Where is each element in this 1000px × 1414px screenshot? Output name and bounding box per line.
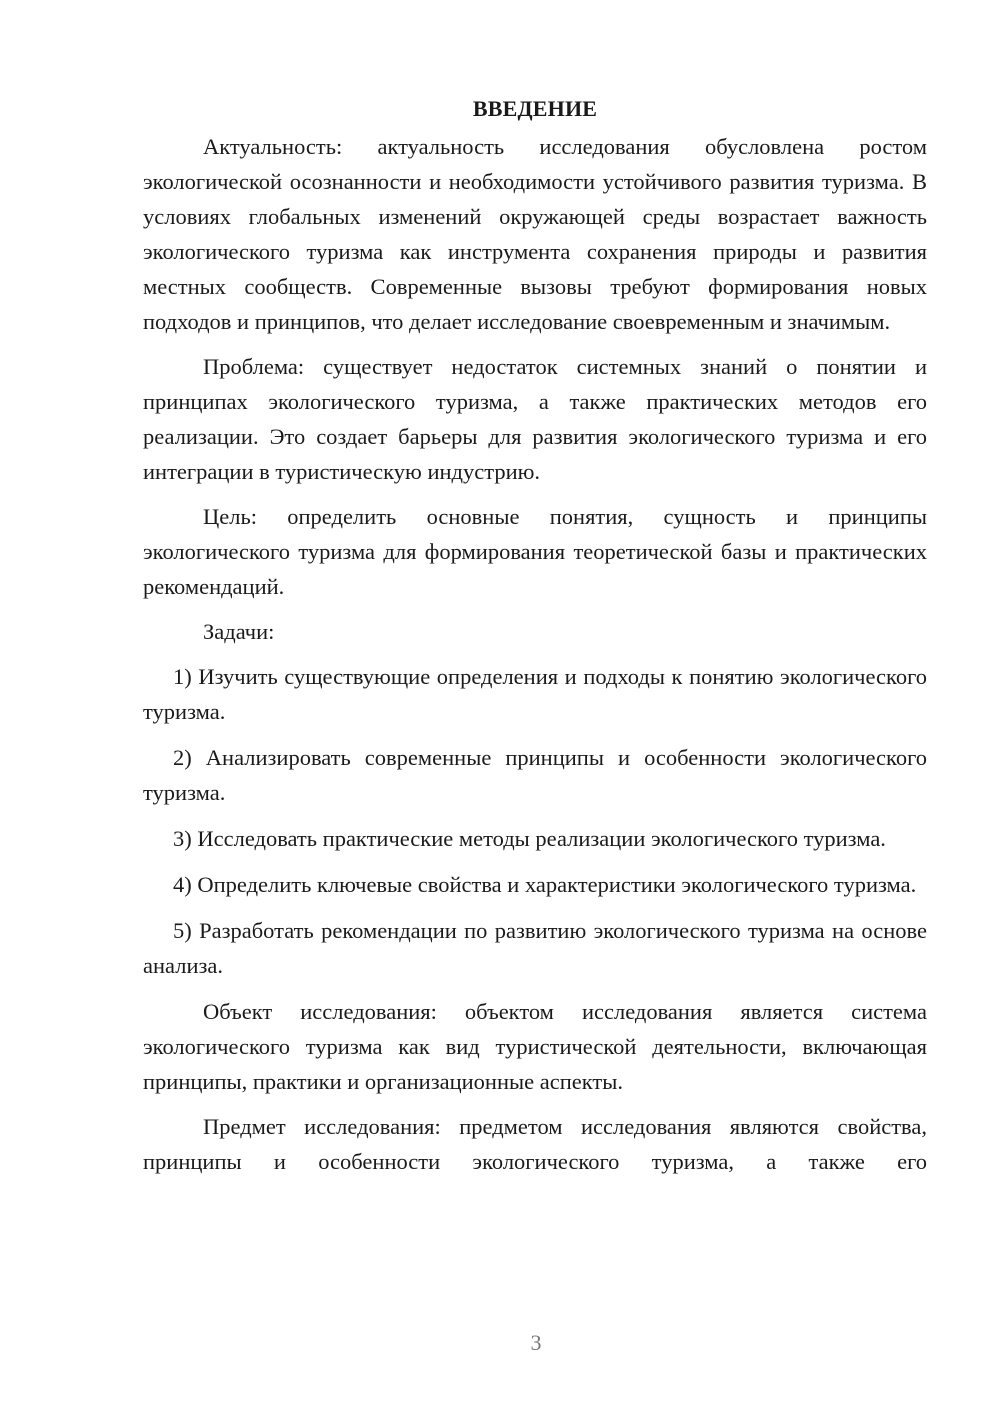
paragraph-object: Объект исследования: объектом исследования является система экологического туризма как вид туристической деятельности, включающая принципы, практики и организационные аспекты. (143, 999, 927, 1094)
task-item-4: 4) Определить ключевые свойства и характеристики экологического туризма. (173, 872, 917, 897)
page-content (143, 94, 927, 1189)
section-title: ВВЕДЕНИЕ (472, 96, 598, 121)
task-item-1: 1) Изучить существующие определения и подходы к понятию экологического туризма. (143, 664, 927, 724)
task-item-3: 3) Исследовать практические методы реализации экологического туризма. (173, 826, 886, 851)
paragraph-goal: Цель: определить основные понятия, сущность и принципы экологического туризма для формирования теоретической базы и практических рекомендаций. (143, 504, 927, 599)
tasks-heading: Задачи: (203, 619, 275, 644)
page-number: 3 (530, 1330, 542, 1355)
task-item-5: 5) Разработать рекомендации по развитию экологического туризма на основе анализа. (143, 918, 927, 978)
paragraph-subject: Предмет исследования: предметом исследования являются свойства, принципы и особенности экологического туризма, а также его (143, 1114, 927, 1174)
paragraph-relevance: Актуальность: актуальность исследования обусловлена ростом экологической осознанности и необходимости устойчивого развития туризма. В условиях глобальных изменений окружающей среды возрастает важность экологического туризма как инструмента сохранения природы и развития местных сообществ. Современные вызовы требуют формирования новых подходов и принципов, что делает исследование своевременным и значимым. (143, 134, 927, 334)
task-item-2: 2) Анализировать современные принципы и особенности экологического туризма. (143, 745, 927, 805)
paragraph-problem: Проблема: существует недостаток системных знаний о понятии и принципах экологического туризма, а также практических методов его реализации. Это создает барьеры для развития экологического туризма и его интеграции в туристическую индустрию. (143, 354, 927, 484)
